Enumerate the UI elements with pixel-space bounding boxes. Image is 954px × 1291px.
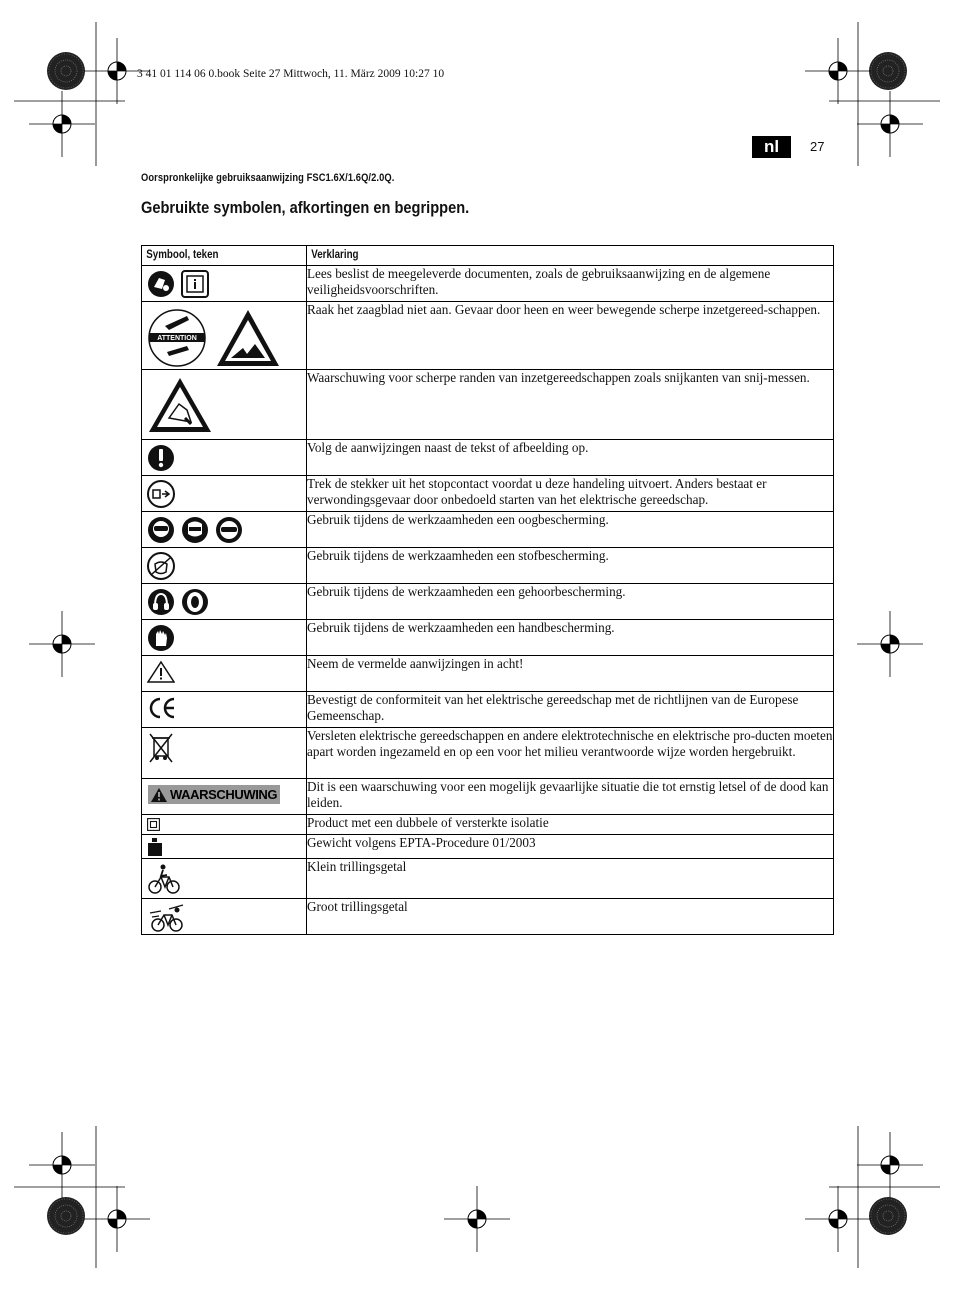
table-row [142, 692, 834, 728]
eye-protection-icon [147, 516, 175, 544]
symbol-cell [142, 692, 307, 728]
explanation-cell: Klein trillingsgetal [307, 859, 834, 899]
symbol-cell [142, 548, 307, 584]
symbol-cell [142, 302, 307, 370]
symbol-cell [142, 656, 307, 692]
explanation-cell: Dit is een waarschuwing voor een mogelijk gevaarlijke situatie die tot ernstig letsel of de dood kan leiden. [307, 779, 834, 815]
double-insulation-icon [147, 818, 160, 831]
explanation-cell: Versleten elektrische gereedschappen en andere elektrotechnische en elektrische pro-ducten moeten apart worden ingezameld en op een voor het milieu verantwoorde wijze worden hergebruikt. [307, 728, 834, 779]
table-row [142, 548, 834, 584]
explanation-cell: Raak het zaagblad niet aan. Gevaar door heen en weer bewegende scherpe inzetgereed-schappen. [307, 302, 834, 370]
explanation-cell: Gebruik tijdens de werkzaamheden een gehoorbescherming. [307, 584, 834, 620]
read-manual-icon [147, 270, 175, 298]
symbol-cell [142, 266, 307, 302]
table-row [142, 835, 834, 859]
table-row [142, 899, 834, 935]
table-row [142, 815, 834, 835]
header-explanation: Verklaring [307, 246, 834, 266]
explanation-cell: Gebruik tijdens de werkzaamheden een oogbescherming. [307, 512, 834, 548]
symbol-cell [142, 620, 307, 656]
table-row [142, 584, 834, 620]
gloves-icon [147, 624, 175, 652]
attention-hand-blade-icon [147, 308, 207, 368]
ear-protection-icon [147, 588, 175, 616]
caution-triangle-icon [147, 660, 175, 684]
language-tab: nl [752, 136, 791, 158]
table-row [142, 302, 834, 370]
symbol-cell [142, 370, 307, 440]
symbol-cell [142, 512, 307, 548]
symbol-cell [142, 899, 307, 935]
symbol-cell [142, 815, 307, 835]
svg-text:ATTENTION: ATTENTION [157, 335, 197, 342]
table-row [142, 266, 834, 302]
header-symbol: Symbool, teken [142, 246, 307, 266]
table-row [142, 656, 834, 692]
symbols-table [141, 245, 834, 935]
explanation-cell: Groot trillingsgetal [307, 899, 834, 935]
table-row [142, 620, 834, 656]
symbol-cell [142, 835, 307, 859]
symbol-cell [142, 440, 307, 476]
explanation-cell: Lees beslist de meegeleverde documenten, zoals de gebruiksaanwijzing en de algemene veiligheidsvoorschriften. [307, 266, 834, 302]
high-vibration-bike-icon [147, 903, 187, 933]
table-row [142, 779, 834, 815]
section-title: Gebruikte symbolen, afkortingen en begrippen. [141, 198, 470, 217]
table-row [142, 440, 834, 476]
table-row [142, 512, 834, 548]
goggles-icon [215, 516, 243, 544]
table-row [142, 370, 834, 440]
table-row [142, 476, 834, 512]
ce-mark-icon [147, 696, 177, 720]
symbol-cell [142, 859, 307, 899]
sharp-edge-warning-icon [147, 376, 213, 434]
low-vibration-bike-icon [147, 863, 181, 895]
symbol-cell [142, 476, 307, 512]
explanation-cell: Gebruik tijdens de werkzaamheden een handbescherming. [307, 620, 834, 656]
table-header-row [142, 246, 834, 266]
symbol-cell [142, 584, 307, 620]
symbol-cell [142, 779, 307, 815]
file-info: 3 41 01 114 06 0.book Seite 27 Mittwoch, 11. März 2009 10:27 10 [137, 68, 445, 80]
face-shield-icon [181, 516, 209, 544]
explanation-cell: Neem de vermelde aanwijzingen in acht! [307, 656, 834, 692]
explanation-cell: Volg de aanwijzingen naast de tekst of afbeelding op. [307, 440, 834, 476]
explanation-cell: Waarschuwing voor scherpe randen van inzetgereedschappen zoals snijkanten van snij-messen. [307, 370, 834, 440]
weight-icon [147, 838, 163, 856]
explanation-cell: Bevestigt de conformiteit van het elektrische gereedschap met de richtlijnen van de Europese Gemeenschap. [307, 692, 834, 728]
unplug-icon [147, 480, 175, 508]
table-row [142, 859, 834, 899]
explanation-cell: Gebruik tijdens de werkzaamheden een stofbescherming. [307, 548, 834, 584]
table-row [142, 728, 834, 779]
document-subtitle: Oorspronkelijke gebruiksaanwijzing FSC1.6X/1.6Q/2.0Q. [141, 172, 395, 184]
explanation-cell: Product met een dubbele of versterkte isolatie [307, 815, 834, 835]
ear-muffs-icon [181, 588, 209, 616]
read-instructions-book-icon [181, 270, 209, 298]
warning-triangle-icon [151, 788, 167, 802]
page-number: 27 [810, 139, 825, 154]
symbol-cell [142, 728, 307, 779]
waarschuwing-label: WAARSCHUWING [148, 785, 280, 804]
dust-mask-icon [147, 552, 175, 580]
explanation-cell: Trek de stekker uit het stopcontact voordat u deze handeling uitvoert. Anders bestaat er verwondingsgevaar door onbedoeld starten van het elektrische gereedschap. [307, 476, 834, 512]
exclamation-icon [147, 444, 175, 472]
warning-triangle-hazard-icon [215, 308, 281, 368]
explanation-cell: Gewicht volgens EPTA-Procedure 01/2003 [307, 835, 834, 859]
weee-bin-icon [147, 732, 175, 764]
